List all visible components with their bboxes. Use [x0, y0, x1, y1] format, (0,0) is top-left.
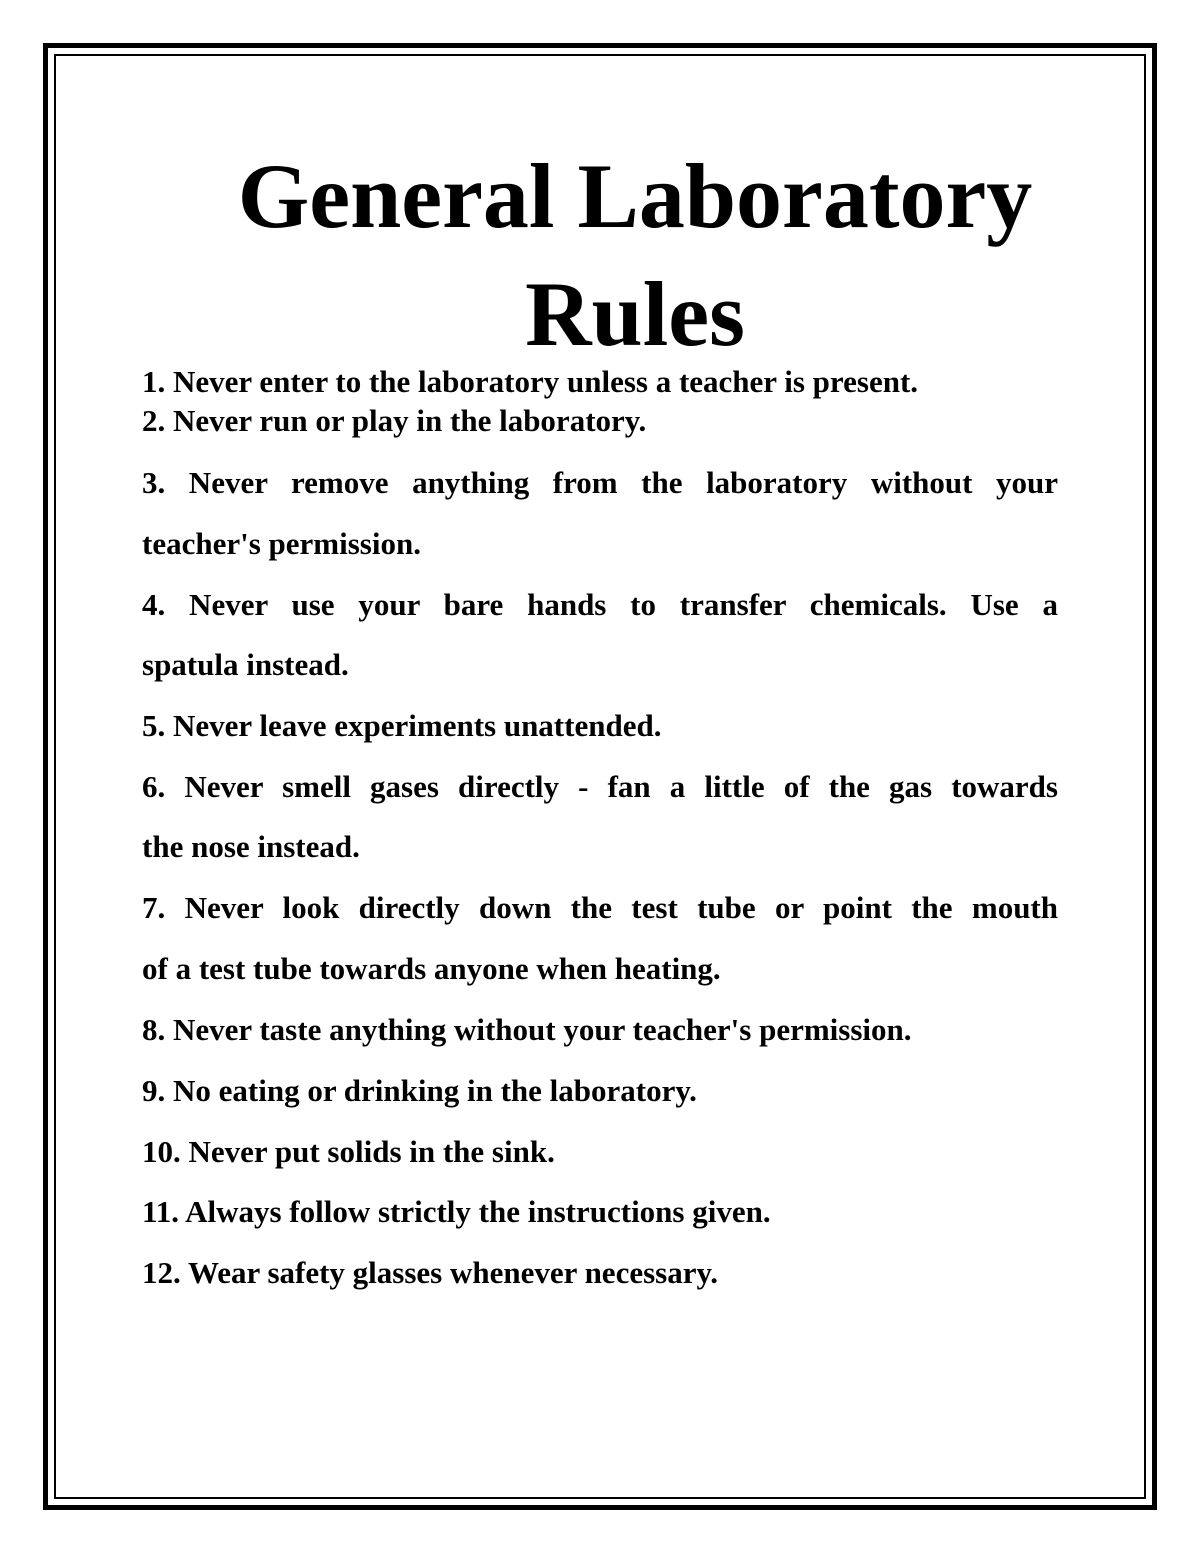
rule-9: 9. No eating or drinking in the laboratory. [142, 1073, 697, 1108]
rule-6-line-2: the nose instead. [142, 829, 360, 864]
document-title-line-1: General Laboratory [237, 145, 1033, 247]
rule-5: 5. Never leave experiments unattended. [142, 708, 662, 743]
document-title-line-2: Rules [525, 263, 745, 365]
rule-4-line-2: spatula instead. [142, 647, 349, 682]
rule-4-line-1: 4. Never use your bare hands to transfer chemicals. Use a [142, 587, 1058, 622]
rule-3-line-2: teacher's permission. [142, 526, 421, 561]
rule-10: 10. Never put solids in the sink. [142, 1134, 555, 1169]
rule-12: 12. Wear safety glasses whenever necessary. [142, 1255, 719, 1290]
rule-2: 2. Never run or play in the laboratory. [142, 403, 647, 438]
rule-3-line-1: 3. Never remove anything from the laboratory without your [142, 465, 1058, 500]
rule-1: 1. Never enter to the laboratory unless a teacher is present. [142, 364, 919, 399]
rule-6-line-1: 6. Never smell gases directly - fan a little of the gas towards [142, 769, 1058, 804]
rule-7-line-1: 7. Never look directly down the test tube or point the mouth [142, 890, 1058, 925]
rule-7-line-2: of a test tube towards anyone when heating. [142, 951, 721, 986]
rule-8: 8. Never taste anything without your teacher's permission. [142, 1012, 912, 1047]
rule-11: 11. Always follow strictly the instructions given. [142, 1194, 771, 1229]
